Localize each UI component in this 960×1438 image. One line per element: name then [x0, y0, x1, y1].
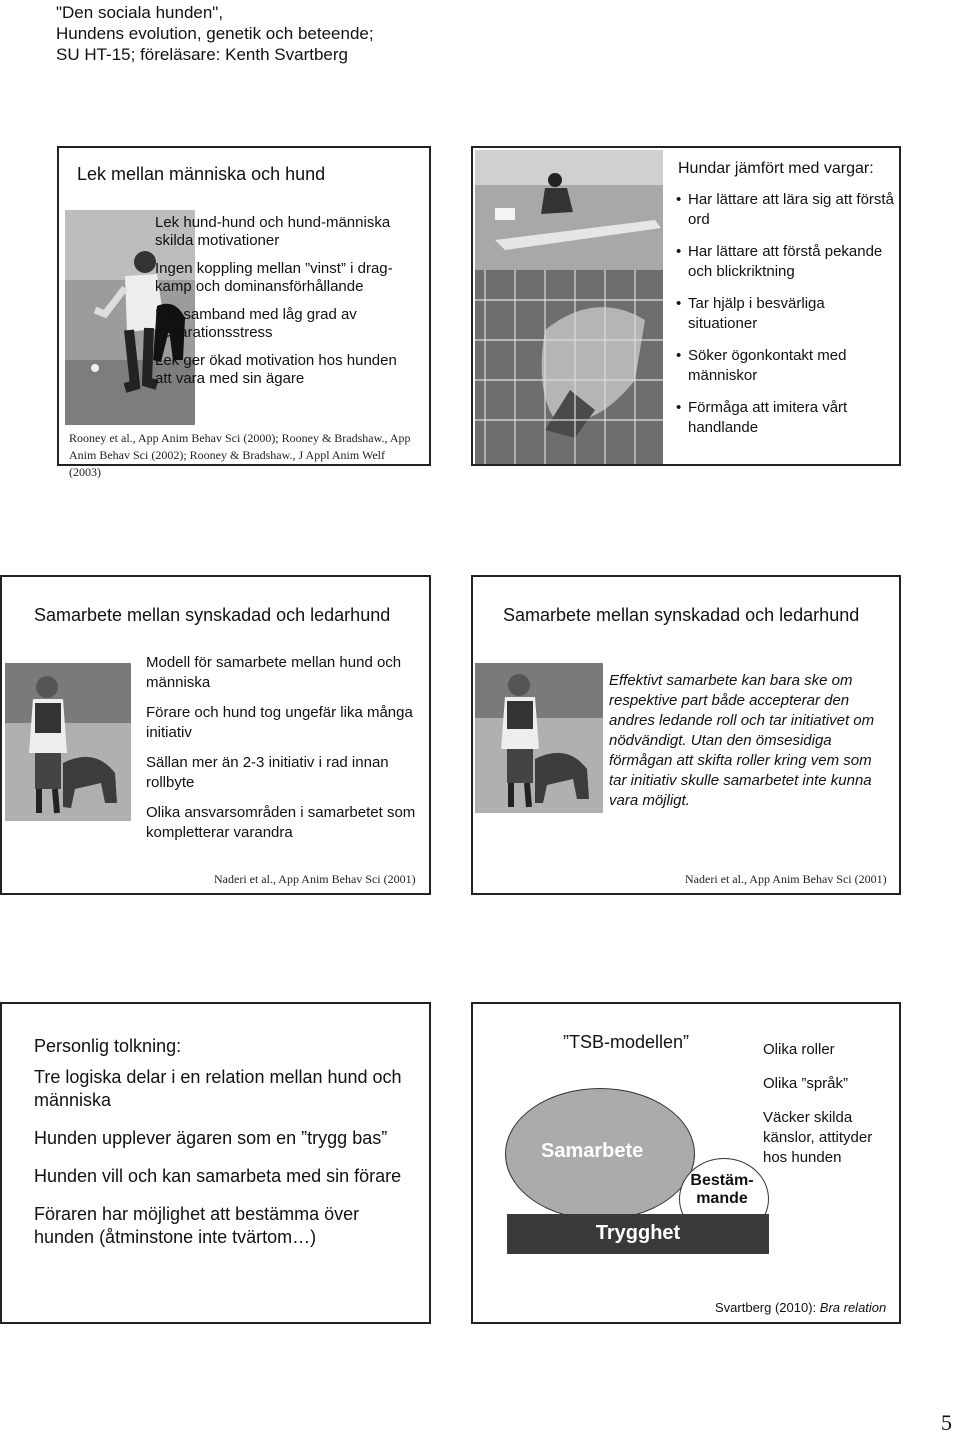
slide-6-notes: [763, 1040, 895, 1168]
slide-4-title: Samarbete mellan synskadad och ledarhund: [503, 605, 860, 625]
slide-1-item-1: Lek hund-hund och hund-människa skilda motivationer: [155, 214, 391, 249]
slide-2-bullet-3: • Tar hjälp i besvärliga situationer: [676, 294, 894, 334]
slide-3-reference: Naderi et al., App Anim Behav Sci (2001): [214, 872, 416, 886]
slide-3-item-4: Olika ansvarsområden i samarbetet som kompletterar varandra: [146, 804, 416, 841]
document-header: [56, 2, 374, 65]
slide-2: [471, 146, 901, 466]
slide-1-title: Lek mellan människa och hund: [77, 164, 326, 184]
slide-6-note-1: Olika roller: [763, 1041, 835, 1058]
slide-2-bullet-4: • Söker ögonkontakt med människor: [676, 346, 894, 386]
slide-4-quote: Effektivt samarbete kan bara ske om respektive part både accepterar den andres ledande roll och tar initiativet om nödvändigt. Utan den ömsesidiga förmågan att skifta roller kring vem som tar initiativ skulle samarbetet inte kunna vara möjligt.: [609, 672, 875, 809]
slide-6-ref-author: Svartberg (2010):: [715, 1300, 820, 1315]
slide-1-list: [155, 214, 399, 398]
guide-dog-handler-photo-2: [475, 663, 603, 813]
slide-1: [57, 146, 431, 479]
slide-3-title: Samarbete mellan synskadad och ledarhund: [34, 605, 391, 625]
slide-5-item-2: Hunden upplever ägaren som en ”trygg bas”: [34, 1128, 388, 1148]
slide-3-item-1: Modell för samarbete mellan hund och människa: [146, 654, 402, 691]
header-line-2: Hundens evolution, genetik och beteende;: [56, 24, 374, 43]
slide-5-list: [34, 1066, 424, 1249]
wolf-in-cage-photo: [475, 270, 663, 464]
guide-dog-handler-photo-1: [5, 663, 131, 821]
slide-5: [0, 1002, 431, 1324]
samarbete-label: Samarbete: [541, 1140, 644, 1162]
slide-2-title: Hundar jämfört med vargar:: [678, 160, 874, 177]
slide-5-item-1: Tre logiska delar i en relation mellan hund och människa: [34, 1067, 402, 1110]
slide-5-item-3: Hunden vill och kan samarbeta med sin förare: [34, 1166, 402, 1186]
page-number: 5: [941, 1410, 952, 1435]
slide-1-item-3: Lek samband med låg grad av separationsstress: [155, 306, 357, 341]
slide-2-bullet-2: • Har lättare att förstå pekande och blickriktning: [676, 242, 894, 282]
slide-3-item-2: Förare och hund tog ungefär lika många initiativ: [146, 704, 413, 741]
slide-1-item-2: Ingen koppling mellan ”vinst” i drag-kamp och dominansförhållande: [155, 260, 393, 295]
header-line-3: SU HT-15; föreläsare: Kenth Svartberg: [56, 45, 348, 64]
slide-2-bullet-1: • Har lättare att lära sig att förstå ord: [676, 190, 894, 230]
slide-3-item-3: Sällan mer än 2-3 initiativ i rad innan rollbyte: [146, 754, 389, 791]
slide-3-list: [146, 653, 416, 853]
slide-6-reference: [715, 1300, 886, 1315]
trygghet-label: Trygghet: [595, 1222, 681, 1244]
slide-4: [471, 575, 901, 895]
slide-6: [471, 1002, 901, 1324]
slide-2-bullets: [676, 190, 894, 450]
slide-6-note-2: Olika ”språk”: [763, 1075, 849, 1092]
slide-5-item-4: Föraren har möjlighet att bestämma över hunden (åtminstone inte tvärtom…): [34, 1204, 360, 1247]
slide-6-ref-title: Bra relation: [819, 1300, 887, 1315]
bestammande-label: Bestäm-mande: [690, 1172, 754, 1207]
slide-1-item-4: Lek ger ökad motivation hos hunden att vara med sin ägare: [155, 352, 397, 387]
slide-1-reference: Rooney et al., App Anim Behav Sci (2000); Rooney & Bradshaw., App Anim Behav Sci (2002); Rooney & Bradshaw., J Appl Anim Welf (2003): [69, 431, 411, 479]
slide-6-title: ”TSB-modellen”: [563, 1032, 690, 1052]
header-line-1: "Den sociala hunden",: [56, 3, 224, 22]
slide-5-title: Personlig tolkning:: [34, 1036, 182, 1056]
slide-4-reference: Naderi et al., App Anim Behav Sci (2001): [685, 872, 887, 886]
slide-2-bullet-5: • Förmåga att imitera vårt handlande: [676, 398, 894, 438]
slide-3: [0, 575, 431, 895]
slide-6-note-3: Väcker skilda känslor, attityder hos hunden: [763, 1109, 873, 1166]
dog-experiment-photo: [475, 150, 663, 270]
